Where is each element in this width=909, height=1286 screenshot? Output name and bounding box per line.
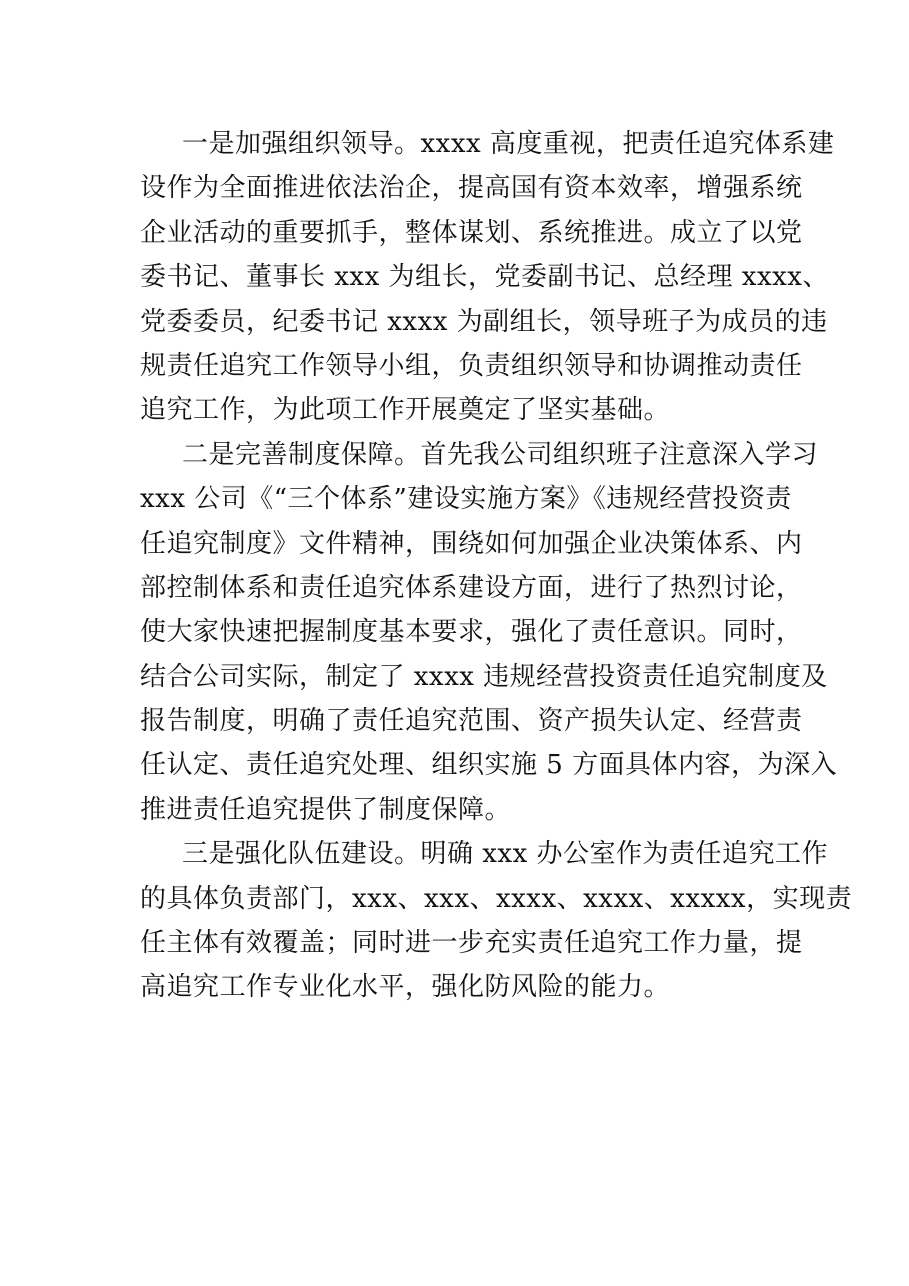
- paragraph-line: 党委委员，纪委书记 xxxx 为副组长，领导班子为成员的违: [140, 306, 828, 337]
- paragraph-line: 任认定、责任追究处理、组织实施 5 方面具体内容，为深入: [140, 750, 838, 781]
- paragraph-line: 企业活动的重要抓手，整体谋划、系统推进。成立了以党: [140, 217, 803, 248]
- document-body: [140, 122, 853, 1010]
- paragraph-line: xxx 公司《“三个体系”建设实施方案》《违规经营投资责: [140, 484, 792, 515]
- paragraph-line: 二是完善制度保障。首先我公司组织班子注意深入学习: [182, 439, 819, 470]
- paragraph-line: 高追究工作专业化水平，强化防风险的能力。: [140, 972, 671, 1003]
- paragraph-line: 的具体负责部门，xxx、xxx、xxxx、xxxx、xxxxx，实现责: [140, 883, 853, 914]
- paragraph-line: 任追究制度》文件精神，围绕如何加强企业决策体系、内: [140, 528, 803, 559]
- paragraph-line: 使大家快速把握制度基本要求，强化了责任意识。同时，: [140, 617, 803, 648]
- paragraph-line: 规责任追究工作领导小组，负责组织领导和协调推动责任: [140, 350, 803, 381]
- paragraph-line: 部控制体系和责任追究体系建设方面，进行了热烈讨论，: [140, 572, 803, 603]
- paragraph-line: 一是加强组织领导。xxxx 高度重视，把责任追究体系建: [182, 129, 835, 159]
- paragraph-line: 报告制度，明确了责任追究范围、资产损失认定、经营责: [140, 706, 803, 737]
- paragraph-system-guarantee: [140, 433, 838, 833]
- paragraph-line: 推进责任追究提供了制度保障。: [140, 794, 512, 825]
- paragraph-line: 追究工作，为此项工作开展奠定了坚实基础。: [140, 395, 671, 426]
- paragraph-line: 三是强化队伍建设。明确 xxx 办公室作为责任追究工作: [182, 839, 829, 870]
- paragraph-line: 任主体有效覆盖；同时进一步充实责任追究工作力量，提: [140, 928, 803, 959]
- paragraph-line: 设作为全面推进依法治企，提高国有资本效率，增强系统: [140, 173, 803, 204]
- paragraph-team-building: [140, 832, 853, 1010]
- paragraph-line: 委书记、董事长 xxx 为组长，党委副书记、总经理 xxxx、: [140, 262, 829, 293]
- paragraph-organization-leadership: [140, 122, 835, 433]
- paragraph-line: 结合公司实际，制定了 xxxx 违规经营投资责任追究制度及: [140, 661, 828, 692]
